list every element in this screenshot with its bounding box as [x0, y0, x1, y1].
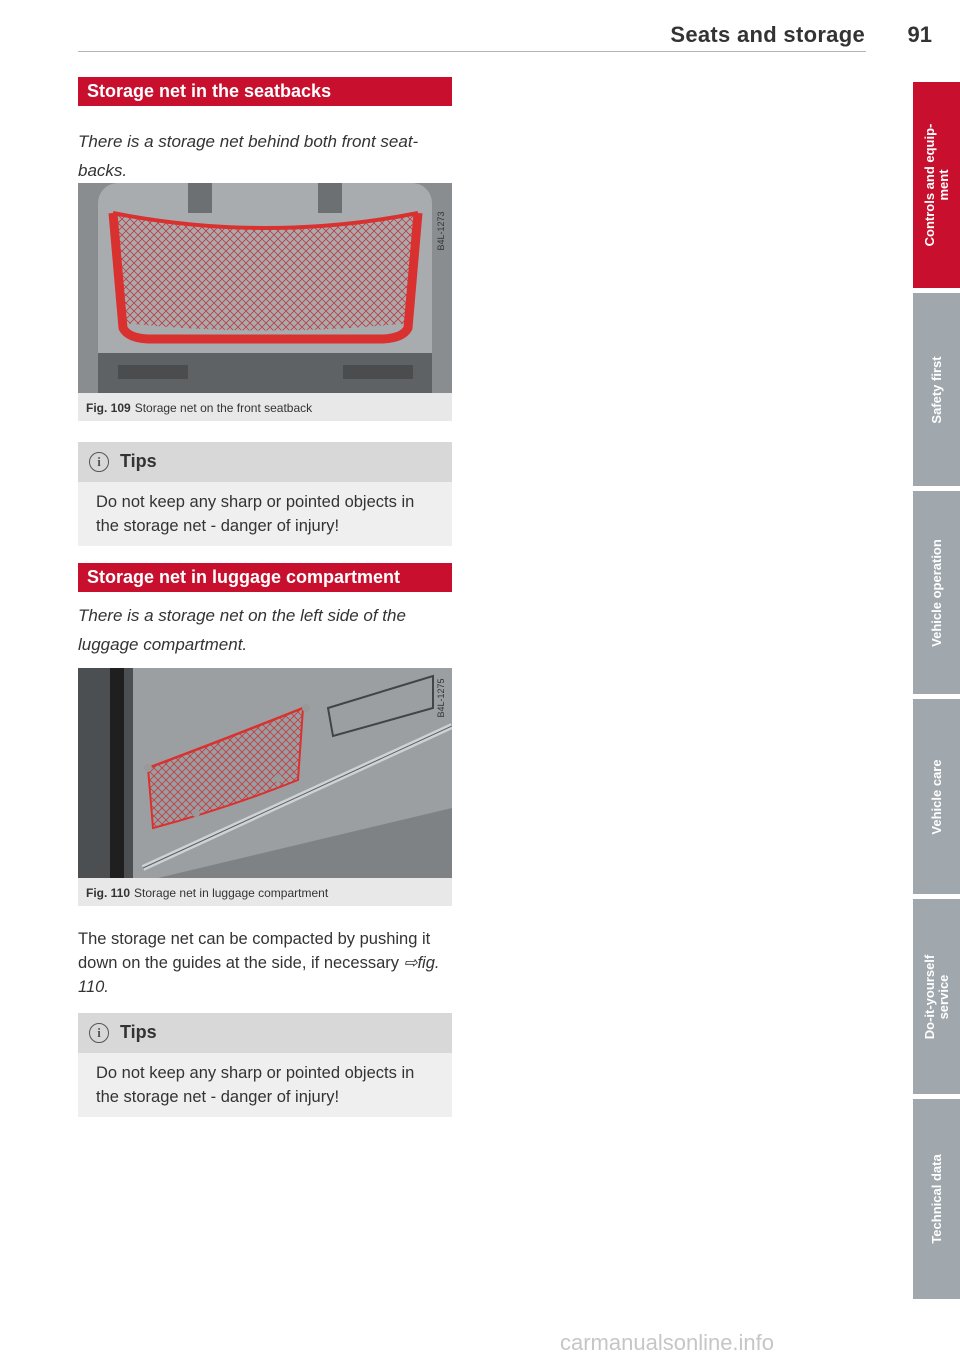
- tab-label: Do-it-yourself service: [921, 954, 951, 1039]
- section-intro-seatback-net: There is a storage net behind both front seat-backs.: [78, 132, 419, 180]
- tab-vehicle-care[interactable]: [913, 699, 960, 894]
- figure-caption-text: Storage net on the front seatback: [134, 401, 313, 415]
- figure-110: [78, 668, 452, 906]
- tips-header: [78, 1013, 452, 1053]
- tab-label: Vehicle care: [928, 758, 944, 835]
- tips-text: Do not keep any sharp or pointed objects in the storage net - danger of injury!: [96, 1064, 415, 1106]
- luggage-net-illustration: [78, 668, 452, 878]
- tab-label: Safety first: [928, 355, 944, 424]
- running-head: Seats and storage: [670, 22, 865, 47]
- tab-technical-data[interactable]: [913, 1099, 960, 1299]
- watermark: carmanualsonline.info: [560, 1330, 775, 1355]
- figure-label: Fig. 109: [86, 401, 131, 415]
- tips-title: Tips: [120, 451, 157, 471]
- tab-label: Vehicle operation: [928, 538, 944, 647]
- figure-label: Fig. 110: [86, 886, 131, 900]
- tab-label: Controls and equip- ment: [921, 123, 951, 247]
- figure-code: B4L-1275: [436, 678, 446, 718]
- figure-caption: [78, 878, 452, 906]
- tab-vehicle-operation[interactable]: [913, 491, 960, 694]
- section-heading-seatback-net: Storage net in the seatbacks: [78, 77, 452, 106]
- header-rule: [78, 51, 866, 52]
- tips-title: Tips: [120, 1022, 157, 1042]
- tab-safety-first[interactable]: [913, 293, 960, 486]
- tab-do-it-yourself-service[interactable]: [913, 899, 960, 1094]
- tips-box: [78, 1013, 452, 1117]
- info-icon: i: [89, 452, 109, 472]
- figure-code: B4L-1273: [436, 211, 446, 251]
- body-paragraph: [78, 927, 452, 999]
- tips-box: [78, 442, 452, 546]
- tips-text: Do not keep any sharp or pointed objects in the storage net - danger of injury!: [96, 493, 415, 535]
- figure-caption-text: Storage net in luggage compartment: [134, 886, 329, 900]
- tips-header: [78, 442, 452, 482]
- figure-109: [78, 183, 452, 421]
- body-text: The storage net can be compacted by pushing it down on the guides at the side, if necessary: [78, 930, 431, 972]
- section-intro-luggage-net: There is a storage net on the left side of the luggage compartment.: [78, 606, 406, 654]
- page-number: 91: [907, 22, 932, 47]
- tab-controls-and-equipment[interactable]: [913, 82, 960, 288]
- figure-caption: [78, 393, 452, 421]
- figure-reference-link[interactable]: ⇨fig. 110.: [78, 954, 440, 996]
- info-icon: i: [89, 1023, 109, 1043]
- tab-label: Technical data: [928, 1154, 944, 1244]
- section-heading-luggage-net: Storage net in luggage compartment: [78, 563, 452, 592]
- seatback-net-illustration: [78, 183, 452, 393]
